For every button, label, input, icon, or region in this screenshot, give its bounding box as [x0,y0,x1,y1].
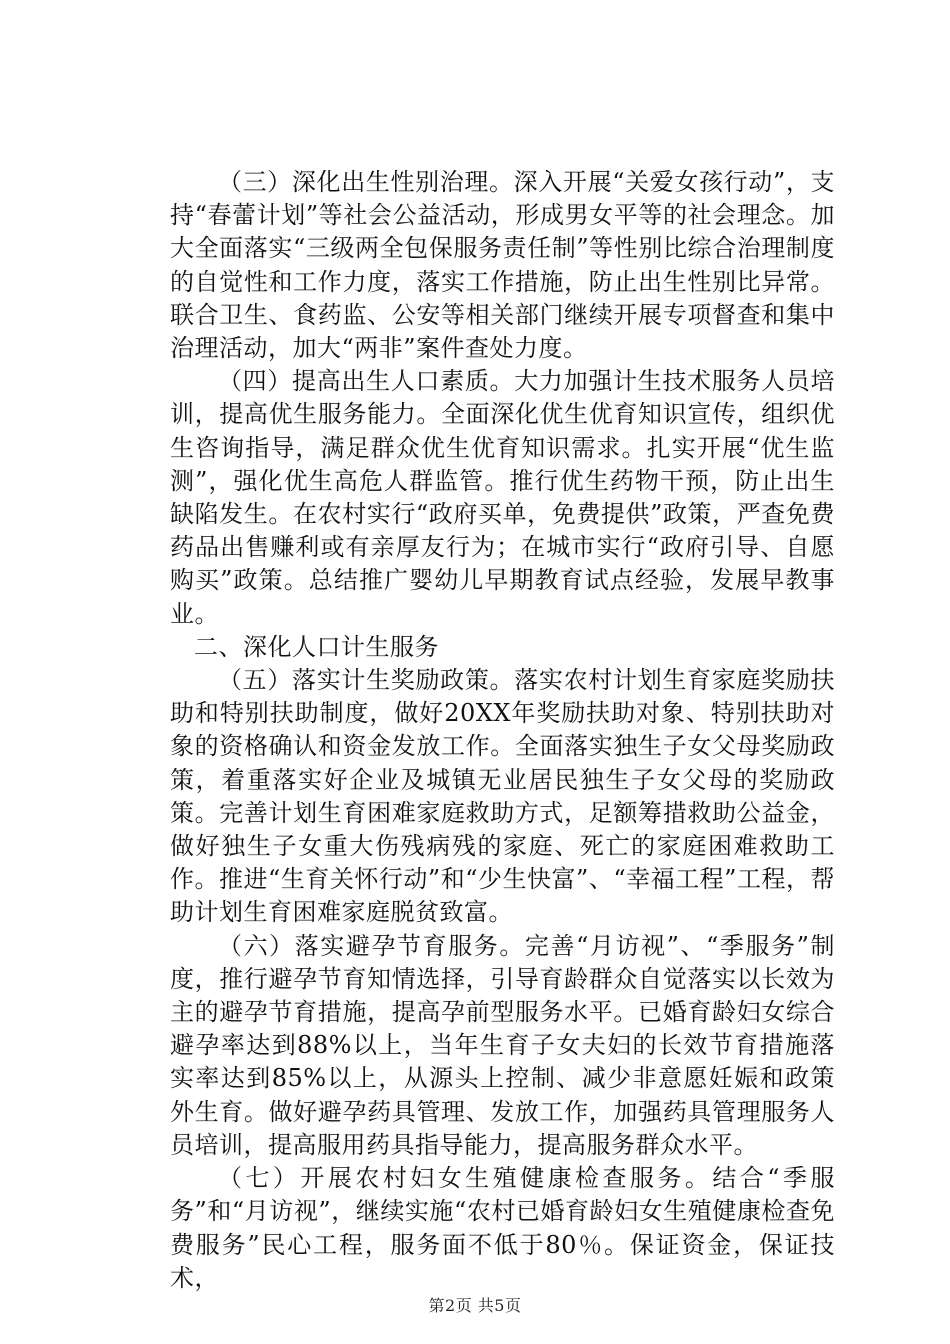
paragraph-section-4: （四）提高出生人口素质。大力加强计生技术服务人员培训，提高优生服务能力。全面深化优生优育知识宣传，组织优生咨询指导，满足群众优生优育知识需求。扎实开展“优生监测”，强化优生高危人群监管。推行优生药物干预，防止出生缺陷发生。在农村实行“政府买单，免费提供”政策，严查免费药品出售赚利或有亲厚友行为；在城市实行“政府引导、自愿购买”政策。总结推广婴幼儿早期教育试点经验，发展早教事业。 [170,367,835,628]
section-heading-2: 二、深化人口计生服务 [194,632,439,661]
paragraph-section-6: （六）落实避孕节育服务。完善“月访视”、“季服务”制度，推行避孕节育知情选择，引导育龄群众自觉落实以长效为主的避孕节育措施，提高孕前型服务水平。已婚育龄妇女综合避孕率达到88%以上，当年生育子女夫妇的长效节育措施落实率达到85%以上，从源头上控制、减少非意愿妊娠和政策外生育。做好避孕药具管理、发放工作，加强药具管理服务人员培训，提高服用药具指导能力，提高服务群众水平。 [170,931,835,1159]
document-body [170,166,835,1295]
page-footer: 第2页 共5页 [428,1296,522,1315]
paragraph-section-7: （七）开展农村妇女生殖健康检查服务。结合“季服务”和“月访视”，继续实施“农村已婚育龄妇女生殖健康检查免费服务”民心工程，服务面不低于80％。保证资金，保证技术， [170,1164,835,1292]
paragraph-section-5: （五）落实计生奖励政策。落实农村计划生育家庭奖励扶助和特别扶助制度，做好20XX年奖励扶助对象、特别扶助对象的资格确认和资金发放工作。全面落实独生子女父母奖励政策，着重落实好企业及城镇无业居民独生子女父母的奖励政策。完善计划生育困难家庭救助方式，足额筹措救助公益金，做好独生子女重大伤残病残的家庭、死亡的家庭困难救助工作。推进“生育关怀行动”和“少生快富”、“幸福工程”工程，帮助计划生育困难家庭脱贫致富。 [170,666,835,927]
paragraph-section-3: （三）深化出生性别治理。深入开展“关爱女孩行动”，支持“春蕾计划”等社会公益活动，形成男女平等的社会理念。加大全面落实“三级两全包保服务责任制”等性别比综合治理制度的自觉性和工作力度，落实工作措施，防止出生性别比异常。联合卫生、食药监、公安等相关部门继续开展专项督查和集中治理活动，加大“两非”案件查处力度。 [170,168,835,363]
